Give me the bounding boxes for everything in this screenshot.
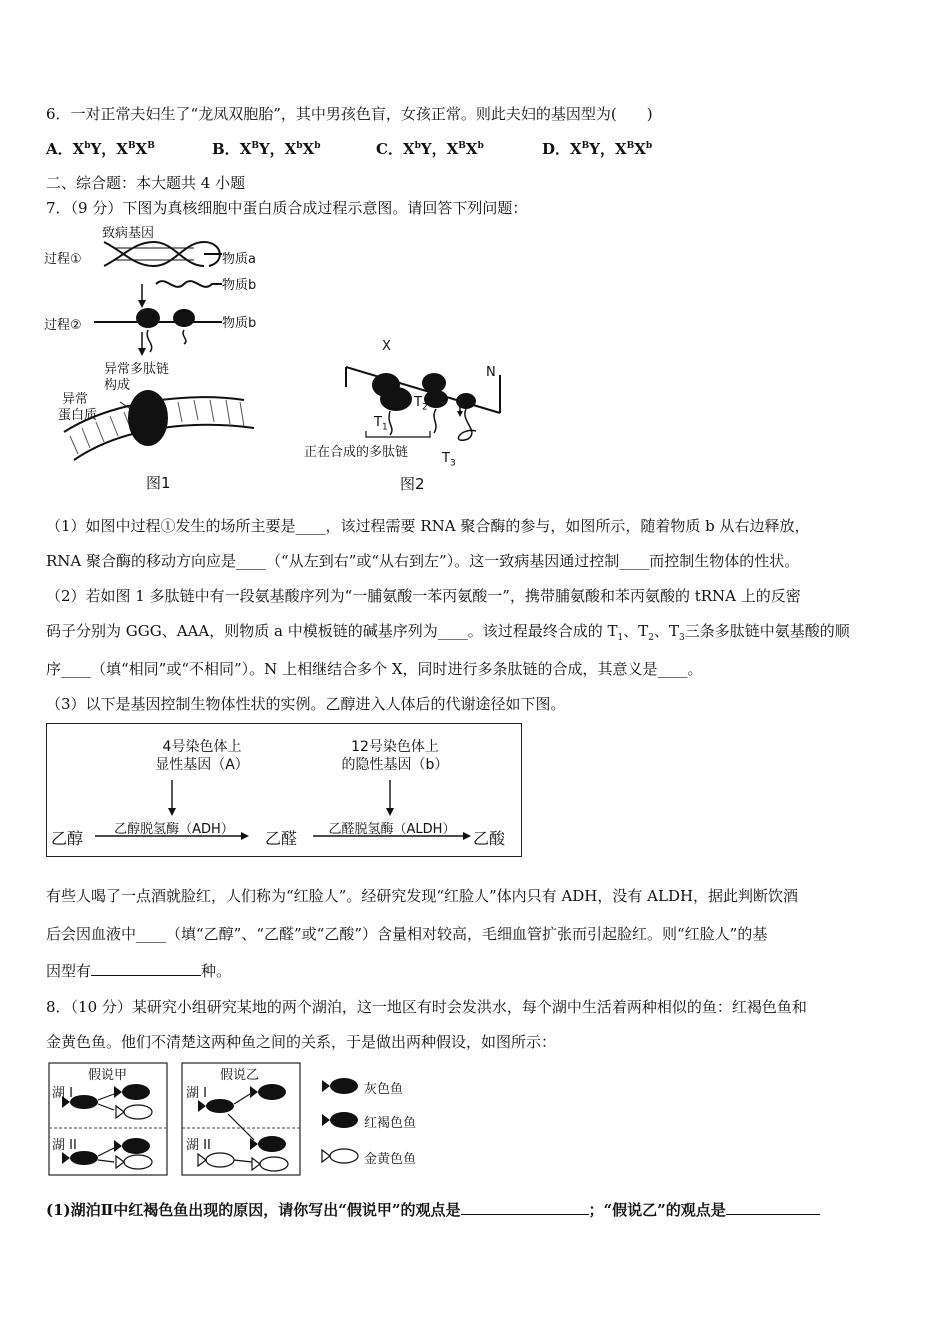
- q7-part2-line2: 码子分别为 GGG、AAA，则物质 a 中模板链的碱基序列为____。该过程最终合成的 $T_1$、$T_2$、$T_3$三条多肽链中氨基酸的顺: [46, 622, 850, 643]
- hypothesis-b-label: 假说乙: [220, 1068, 260, 1083]
- q7-part3-line3: 因型有 种。: [46, 962, 232, 980]
- chain-synthesis-label: 正在合成的多肽链: [304, 445, 409, 460]
- answer-blank-hyp-a[interactable]: [461, 1200, 589, 1215]
- substance-b-label-2: 物质b: [222, 316, 257, 331]
- q7-part3-line2: 后会因血液中____（填“乙醇”、“乙醛”或“乙酸”）含量相对较高，毛细血管扩张而引起脸红。则“红脸人”的基: [46, 925, 768, 943]
- t3-label: $T_3$: [442, 451, 456, 469]
- ethanol-label: 乙醇: [51, 829, 84, 848]
- protein-label-1: 异常: [62, 392, 89, 407]
- option-a[interactable]: A．$X^bY$，$X^BX^B$: [46, 140, 155, 158]
- q7-part2-line1: （2）若如图 1 多肽链中有一段氨基酸序列为“一脯氨酸一苯丙氨酸一”，携带脯氨酸和苯丙氨酸的 tRNA 上的反密: [46, 587, 801, 605]
- lake-1-label-b: 湖 I: [186, 1086, 207, 1101]
- metabolic-pathway-box: [46, 723, 522, 857]
- figure-1: [44, 222, 284, 494]
- figure-2-caption: 图2: [400, 475, 425, 493]
- option-c[interactable]: C．$X^bY$，$X^BX^b$: [376, 140, 484, 158]
- option-d[interactable]: D．$X^BY$，$X^BX^b$: [542, 140, 653, 158]
- lake-2-label-a: 湖 II: [52, 1138, 77, 1153]
- q6-stem: 6．一对正常夫妇生了“龙凤双胞胎”，其中男孩色盲，女孩正常。则此夫妇的基因型为( ): [46, 105, 653, 123]
- legend-red-fish: 红褐色鱼: [364, 1116, 417, 1131]
- q7-part3-line1: 有些人喝了一点酒就脸红，人们称为“红脸人”。经研究发现“红脸人”体内只有 ADH，没有 ALDH，据此判断饮酒: [46, 887, 799, 905]
- gene-label: 致病基因: [102, 226, 155, 241]
- option-b[interactable]: B．$X^BY$，$X^bX^b$: [212, 140, 321, 158]
- q7-part3-intro: （3）以下是基因控制生物体性状的实例。乙醇进入人体后的代谢途径如下图。: [46, 695, 566, 713]
- chain-label-2: 构成: [104, 378, 131, 393]
- hypothesis-figure: [48, 1062, 417, 1178]
- x-label: X: [382, 339, 391, 354]
- n-label: N: [486, 365, 496, 380]
- figure-1-caption: 图1: [146, 474, 171, 492]
- enzyme-aldh-label: 乙醛脱氢酶（ALDH）: [328, 822, 456, 837]
- figure-2: [300, 335, 510, 495]
- gene-b-line1: 12号染色体上: [351, 739, 439, 755]
- lake-2-label-b: 湖 II: [186, 1138, 211, 1153]
- legend-gold-fish: 金黄色鱼: [364, 1152, 417, 1167]
- acetic-acid-label: 乙酸: [473, 829, 506, 848]
- acetaldehyde-label: 乙醛: [265, 829, 298, 848]
- lake-1-label-a: 湖 I: [52, 1086, 73, 1101]
- gene-a-line1: 4号染色体上: [162, 739, 242, 755]
- q8-stem-line1: 8．（10 分）某研究小组研究某地的两个湖泊，这一地区有时会发洪水，每个湖中生活着两种相似的鱼：红褐色鱼和: [46, 998, 807, 1016]
- gene-a-line2: 显性基因（A）: [155, 757, 249, 773]
- t1-label: $T_1$: [374, 415, 388, 433]
- enzyme-adh-label: 乙醇脱氢酶（ADH）: [114, 822, 234, 837]
- figure-2-graphic: [300, 335, 510, 495]
- q7-part1-line1: （1）如图中过程①发生的场所主要是____，该过程需要 RNA 聚合酶的参与，如图所示，随着物质 b 从右边释放，: [46, 517, 810, 535]
- gene-b-line2: 的隐性基因（b）: [341, 757, 449, 773]
- section-heading: 二、综合题：本大题共 4 小题: [46, 174, 246, 192]
- q7-stem: 7．（9 分）下图为真核细胞中蛋白质合成过程示意图。请回答下列问题：: [46, 199, 528, 217]
- q7-part2-line3: 序____（填“相同”或“不相同”）。N 上相继结合多个 X，同时进行多条肽链的合成，其意义是____。: [46, 660, 703, 678]
- hypothesis-a-label: 假说甲: [88, 1068, 128, 1083]
- chain-label-1: 异常多肽链: [104, 362, 170, 377]
- legend-gray-fish: 灰色鱼: [364, 1082, 404, 1097]
- protein-label-2: 蛋白质: [58, 408, 98, 423]
- process-1-label: 过程①: [44, 252, 82, 267]
- q7-part1-line2: RNA 聚合酶的移动方向应是____（“从左到右”或“从右到左”）。这一致病基因通过控制____而控制生物体的性状。: [46, 552, 800, 570]
- q8-stem-line2: 金黄色鱼。他们不清楚这两种鱼之间的关系，于是做出两种假设，如图所示：: [46, 1033, 557, 1051]
- substance-b-label-1: 物质b: [222, 278, 257, 293]
- t2-label: $T_2$: [414, 395, 428, 413]
- process-2-label: 过程②: [44, 318, 82, 333]
- substance-a-label: 物质a: [222, 252, 256, 267]
- answer-blank[interactable]: [91, 961, 201, 976]
- q8-part1: (1)湖泊Ⅱ中红褐色鱼出现的原因，请你写出“假说甲”的观点是 ；“假说乙”的观点是: [46, 1199, 820, 1220]
- answer-blank-hyp-b[interactable]: [726, 1200, 820, 1215]
